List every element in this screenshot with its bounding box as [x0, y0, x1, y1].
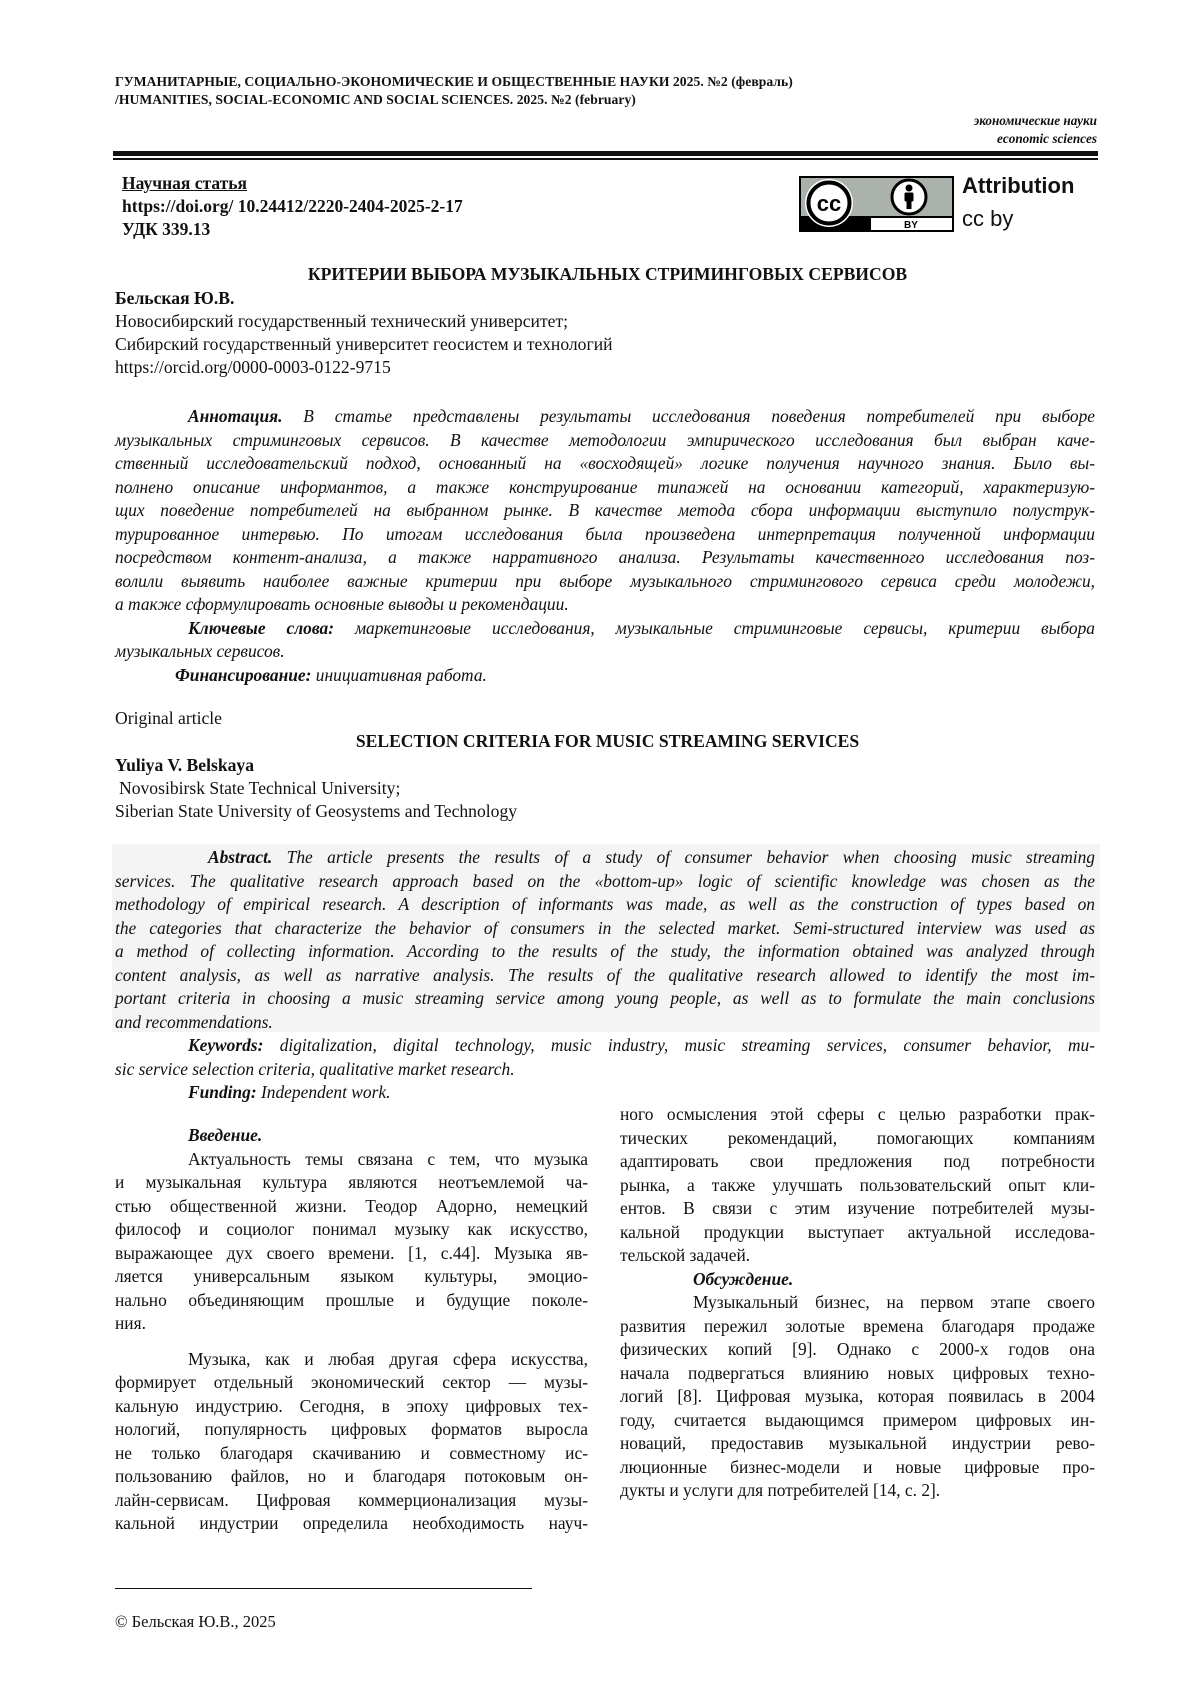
footnote-rule [115, 1588, 532, 1589]
journal-title-ru: ГУМАНИТАРНЫЕ, СОЦИАЛЬНО-ЭКОНОМИЧЕСКИЕ И ОБЩЕСТВЕННЫЕ НАУКИ 2025. №2 (февраль) [115, 74, 793, 89]
abstract-en: Abstract. The article presents the results of a study of consumer behavior when choosing music streaming services. The qualitative research approach based on the «bottom-up» logic of scientific knowledge was chosen as the methodology of empirical research. A description of informants was made, as well as the construction of types based on the categories that characterize the behavior of consumers in the selected market. Semi-structured interview was used as a method of collecting information. According to the results of the study, the information obtained was analyzed through content analysis, as well as narrative analysis. The results of the qualitative research allowed to identify the most im- portant criteria in choosing a music streaming service among young people, as well as to formulate the main conclusions and recommendations. Keywords: digitalization, digital technology, music industry, music streaming services, consumer behavior, mu- sic service selection criteria, qualitative market research. Funding: Independent work. [115, 847, 1095, 1102]
funding-en-label: Funding: [188, 1082, 257, 1102]
abstract-en-label: Abstract. [208, 847, 273, 867]
license-sub: cc by [962, 206, 1014, 231]
keywords-ru-label: Ключевые слова: [188, 617, 334, 638]
udk-code: УДК 339.13 [122, 219, 211, 239]
affiliation-en-2: Siberian State University of Geosystems and Technology [115, 801, 518, 821]
doi-link[interactable]: https://doi.org/ 10.24412/2220-2404-2025-2-17 [122, 196, 463, 216]
body-column-left: Введение. Актуальность темы связана с тем, что музыка и музыкальная культура являются неотъемлемой ча- стью общественной жизни. Теодор Адорно, немецкий философ и социолог понимал музыку как искусство, выражающее дух своего времени. [1, с.44]. Музыка яв- ляется универсальным языком культуры, эмоцио- нально объединяющим прошлые и будущие поколе- ния. Музыка, как и любая другая сфера искусства, формирует отдельный экономический сектор — музы- кальную индустрию. Сегодня, в эпоху цифровых тех- нологий, популярность цифровых форматов выросла не только благодаря скачиванию и совместному ис- пользованию файлов, но и благодаря потоковым он- лайн-сервисам. Цифровая коммерционализация музы- кальной индустрии определила необходимость науч- [115, 1125, 588, 1533]
header-rule-thin [113, 158, 1098, 160]
affiliation-ru-1: Новосибирский государственный технический университет; [115, 311, 569, 331]
discussion-heading: Обсуждение. [693, 1268, 794, 1289]
cc-badge-label: cc [816, 191, 842, 216]
keywords-en-label: Keywords: [188, 1035, 264, 1055]
body-column-right: ного осмысления этой сферы с целью разработки прак- тических рекомендаций, помогающих компаниям адаптировать свои предложения под потребности рынка, а также улучшать пользовательский опыт кли- ентов. В связи с этим изучение потребителей музы- кальной продукции выступает актуальной исследова- тельской задачей. Обсуждение. Музыкальный бизнес, на первом этапе своего развития пережил золотые времена благодаря продаже физических копий [9]. Однако с 2000-х годов она начала подвергаться влиянию новых цифровых техно- логий [8]. Цифровая музыка, которая появилась в 2004 году, считается выдающимся примером цифровых ин- новаций, предоставив музыкальной индустрии рево- люционные бизнес-модели и новые цифровые про- дукты и услуги для потребителей [14, с. 2]. [620, 1104, 1095, 1500]
abstract-ru: Аннотация. В статье представлены результаты исследования поведения потребителей при выборе музыкальных стриминговых сервисов. В качестве методологии эмпирического исследования был выбран каче- ственный исследовательский подход, основанный на «восходящей» логике получения научного знания. Было вы- полнено описание информантов, а также конструирование типажей на основании категорий, характеризую- щих поведение потребителей на выбранном рынке. В качестве метода сбора информации выступило полуструк- турированное интервью. По итогам исследования была произведена интерпретация полученной информации посредством контент-анализа, а также нарративного анализа. Результаты качественного исследования поз- волили выявить наиболее важные критерии при выборе музыкального стримингового сервиса среди молодежи, а также сформулировать основные выводы и рекомендации. Ключевые слова: маркетинговые исследования, музыкальные стриминговые сервисы, критерии выбора музыкальных сервисов. Финансирование: инициативная работа. [115, 406, 1095, 685]
copyright-note: © Бельская Ю.В., 2025 [115, 1612, 276, 1631]
article-type-en: Original article [115, 708, 222, 728]
funding-ru-label: Финансирование: [175, 664, 312, 685]
cc-by-badge-icon [799, 176, 954, 232]
section-ru: экономические науки [973, 113, 1097, 128]
intro-heading: Введение. [188, 1125, 263, 1145]
abstract-ru-label: Аннотация. [188, 406, 283, 426]
author-en: Yuliya V. Belskaya [115, 755, 255, 775]
article-title-ru: КРИТЕРИИ ВЫБОРА МУЗЫКАЛЬНЫХ СТРИМИНГОВЫХ СЕРВИСОВ [307, 264, 908, 284]
affiliation-en-1: Novosibirsk State Technical University; [119, 778, 401, 798]
affiliation-ru-2: Сибирский государственный университет геосистем и технологий [115, 334, 613, 354]
header-rule-thick [113, 151, 1098, 156]
article-title-en: SELECTION CRITERIA FOR MUSIC STREAMING SERVICES [355, 731, 860, 751]
article-type: Научная статья [122, 173, 247, 193]
author-ru: Бельская Ю.В. [115, 288, 235, 308]
section-en: economic sciences [997, 131, 1097, 146]
orcid-link[interactable]: https://orcid.org/0000-0003-0122-9715 [115, 357, 391, 377]
journal-title-en: /HUMANITIES, SOCIAL-ECONOMIC AND SOCIAL SCIENCES. 2025. №2 (february) [115, 92, 636, 107]
by-badge-label: BY [904, 220, 918, 231]
license-title: Attribution [962, 173, 1075, 198]
